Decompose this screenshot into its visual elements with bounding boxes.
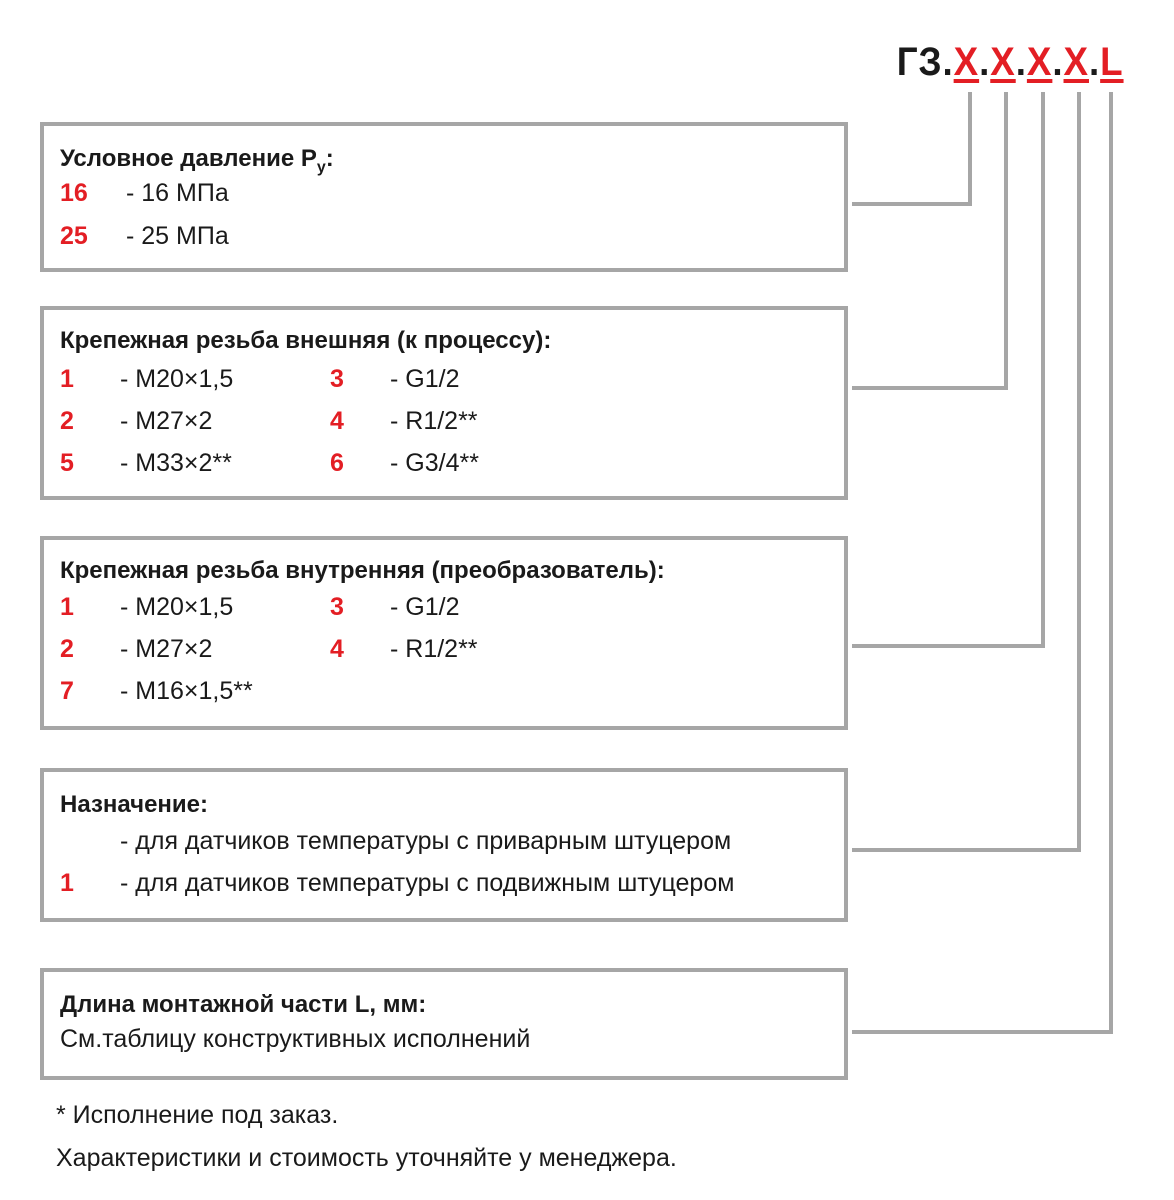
outer-thread-title: Крепежная резьба внешняя (к процессу):	[60, 327, 552, 354]
purpose-title: Назначение:	[60, 791, 209, 818]
outer-thread-text: - М20×1,5	[120, 365, 234, 393]
purpose-code: 1	[60, 869, 74, 897]
inner-thread-text: - М20×1,5	[120, 593, 234, 621]
inner-thread-code: 3	[330, 593, 344, 621]
outer-thread-code: 4	[330, 407, 344, 435]
inner-thread-code: 7	[60, 677, 74, 705]
outer-thread-code: 3	[330, 365, 344, 393]
pressure-box	[40, 122, 848, 272]
outer-thread-text: - G1/2	[390, 365, 460, 393]
note-custom-order: * Исполнение под заказ.	[56, 1101, 339, 1129]
pressure-code-16: 16	[60, 179, 88, 207]
inner-thread-code: 1	[60, 593, 74, 621]
pressure-code-25: 25	[60, 222, 88, 250]
inner-thread-text: - R1/2**	[390, 635, 478, 663]
outer-thread-code: 2	[60, 407, 74, 435]
length-title: Длина монтажной части L, мм:	[60, 991, 427, 1018]
model-code-part-purpose: X	[1063, 40, 1090, 84]
outer-thread-text: - М33×2**	[120, 449, 232, 477]
outer-thread-box	[40, 306, 848, 500]
model-code-part-outer-thread: X	[990, 40, 1017, 84]
inner-thread-text: - G1/2	[390, 593, 460, 621]
connector-inner-thread	[852, 92, 1043, 646]
outer-thread-text: - G3/4**	[390, 449, 479, 477]
pressure-title: Условное давление $P_у$:	[60, 145, 334, 176]
connector-pressure	[852, 92, 970, 204]
inner-thread-box	[40, 536, 848, 730]
outer-thread-text: - R1/2**	[390, 407, 478, 435]
length-text: См.таблицу конструктивных исполнений	[60, 1025, 531, 1053]
outer-thread-code: 6	[330, 449, 344, 477]
outer-thread-text: - М27×2	[120, 407, 213, 435]
model-code-part-length: L	[1100, 40, 1124, 84]
model-code-base: ГЗ	[897, 40, 943, 84]
inner-thread-title: Крепежная резьба внутренняя (преобразователь):	[60, 557, 665, 584]
purpose-text: - для датчиков температуры с приварным штуцером	[120, 827, 732, 855]
pressure-text-16: - 16 МПа	[126, 179, 229, 207]
inner-thread-code: 4	[330, 635, 344, 663]
pressure-text-25: - 25 МПа	[126, 222, 229, 250]
connector-length	[852, 92, 1111, 1032]
inner-thread-text: - М27×2	[120, 635, 213, 663]
model-code-part-pressure: X	[954, 40, 980, 84]
inner-thread-code: 2	[60, 635, 74, 663]
connector-outer-thread	[852, 92, 1006, 388]
inner-thread-text: - М16×1,5**	[120, 677, 253, 705]
note-contact-manager: Характеристики и стоимость уточняйте у менеджера.	[56, 1144, 677, 1172]
purpose-box	[40, 768, 848, 922]
outer-thread-code: 5	[60, 449, 74, 477]
outer-thread-code: 1	[60, 365, 74, 393]
length-box	[40, 968, 848, 1080]
purpose-text: - для датчиков температуры с подвижным штуцером	[120, 869, 735, 897]
model-code: ГЗ.X.X.X.X.L	[897, 40, 1124, 84]
model-code-part-inner-thread: X	[1027, 40, 1053, 84]
